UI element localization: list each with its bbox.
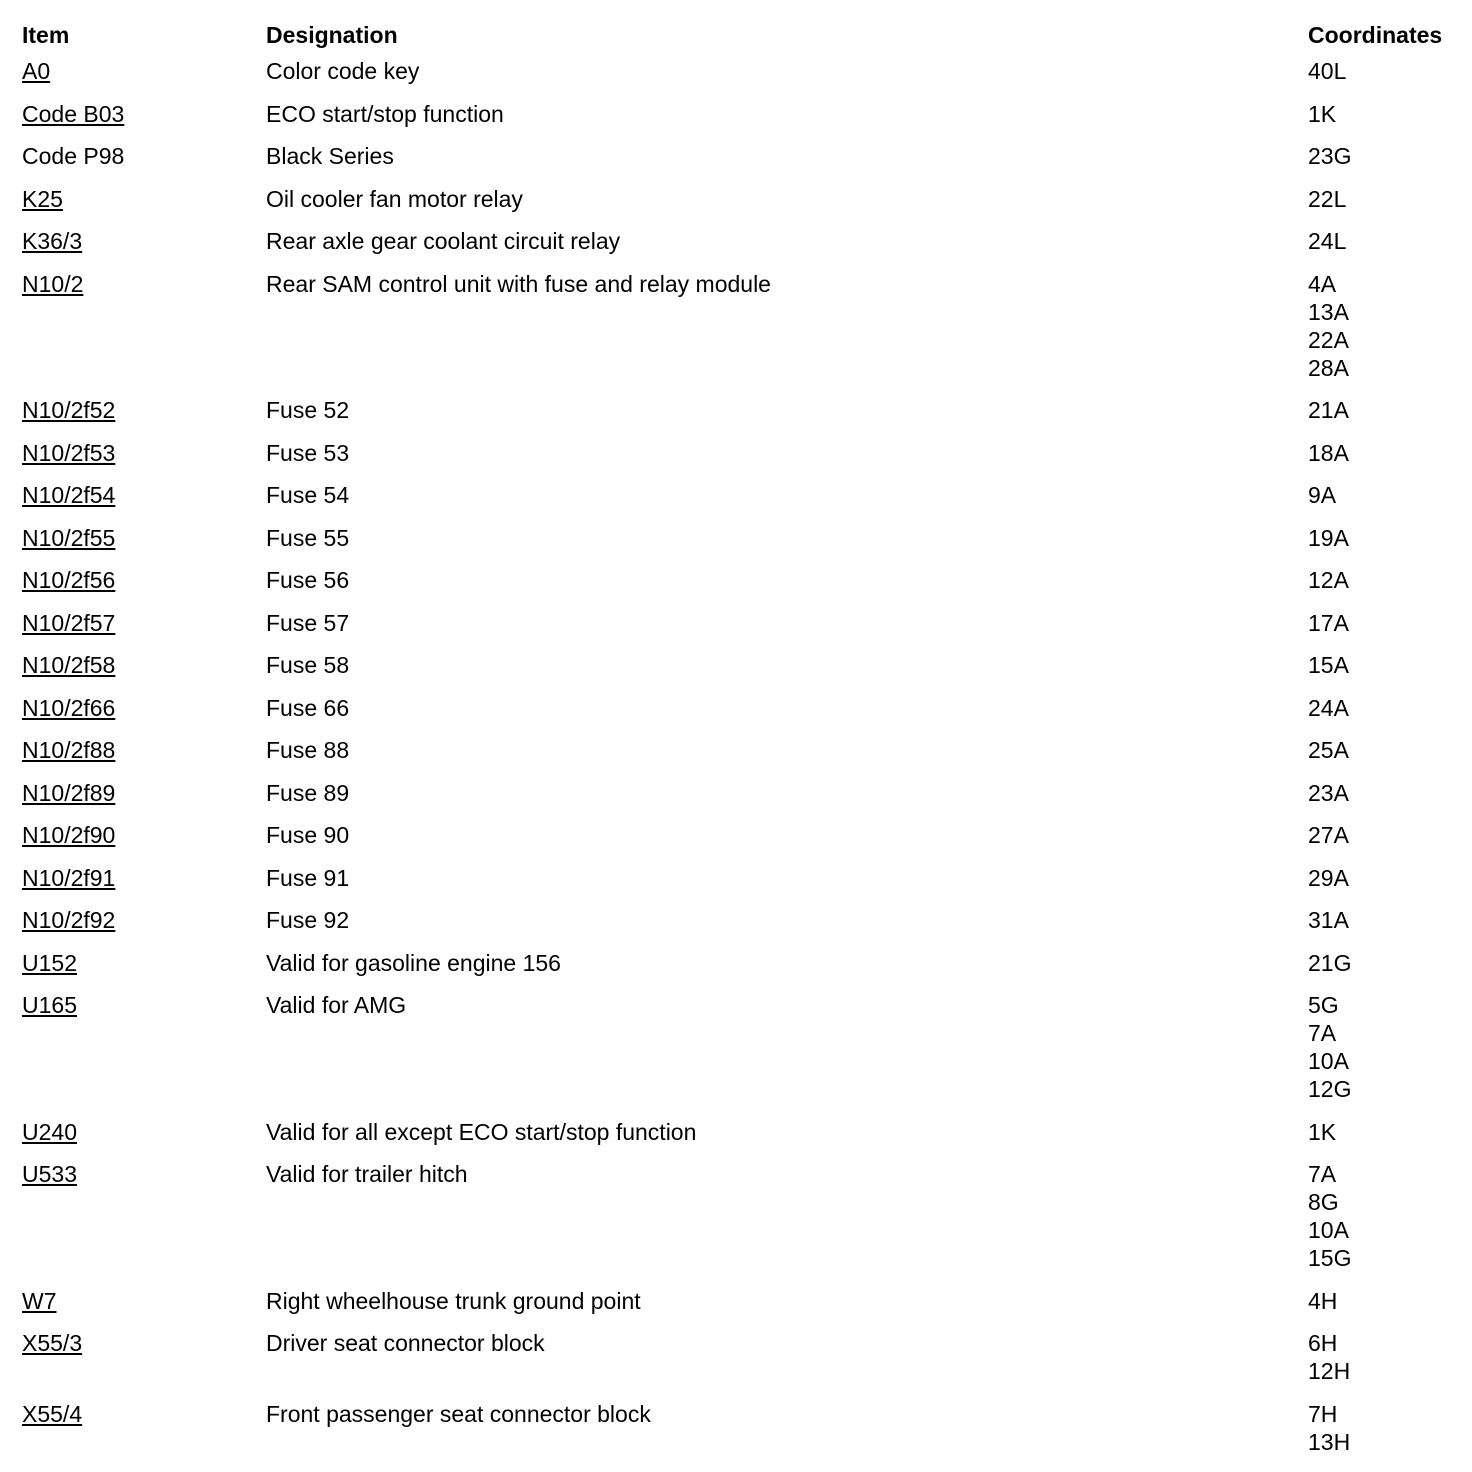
item-cell	[22, 100, 266, 143]
item-cell	[22, 185, 266, 228]
table-row	[22, 991, 1462, 1118]
designation-cell: Fuse 92	[266, 907, 350, 933]
table-row	[22, 566, 1462, 609]
coordinate-value: 15G	[1308, 1245, 1352, 1271]
header-item: Item	[22, 22, 70, 48]
item-link[interactable]: N10/2f58	[22, 652, 116, 678]
designation-cell: Fuse 52	[266, 397, 350, 423]
item-link[interactable]: K36/3	[22, 228, 83, 254]
item-link[interactable]: N10/2f90	[22, 822, 116, 848]
table-row	[22, 1287, 1462, 1330]
coordinate-value: 25A	[1308, 737, 1349, 763]
coordinates-cell	[1308, 100, 1462, 143]
item-link[interactable]: N10/2f89	[22, 779, 116, 806]
item-cell	[22, 1118, 266, 1161]
item-label: Code P98	[22, 143, 125, 169]
item-cell	[22, 906, 266, 949]
coordinates-cell	[1308, 439, 1462, 482]
item-link[interactable]: U533	[22, 1161, 77, 1187]
coordinates-cell	[1308, 1400, 1462, 1471]
coordinates-cell	[1308, 524, 1462, 567]
item-link[interactable]: Code B03	[22, 100, 125, 127]
item-cell	[22, 396, 266, 439]
coordinates-cell	[1308, 1118, 1462, 1161]
coordinate-value: 19A	[1308, 524, 1349, 551]
coordinates-cell	[1308, 142, 1462, 185]
designation-cell: Black Series	[266, 143, 394, 169]
coordinate-value: 8G	[1308, 1189, 1339, 1215]
coordinate-value: 15A	[1308, 652, 1349, 678]
item-cell	[22, 1400, 266, 1471]
designation-cell: Valid for trailer hitch	[266, 1161, 468, 1187]
coordinate-value: 7A	[1308, 1020, 1337, 1046]
coordinate-value: 27A	[1308, 822, 1349, 848]
item-link[interactable]: N10/2f91	[22, 864, 116, 891]
designation-cell: Fuse 55	[266, 524, 350, 551]
table-header-row	[22, 0, 1462, 57]
item-cell	[22, 57, 266, 100]
coordinates-cell	[1308, 821, 1462, 864]
coordinates-cell	[1308, 736, 1462, 779]
item-cell	[22, 566, 266, 609]
table-row	[22, 57, 1462, 100]
item-link[interactable]: N10/2	[22, 270, 84, 297]
item-cell	[22, 779, 266, 822]
item-link[interactable]: W7	[22, 1287, 57, 1314]
item-cell	[22, 609, 266, 652]
table-row	[22, 609, 1462, 652]
designation-cell: Right wheelhouse trunk ground point	[266, 1287, 641, 1314]
table-row	[22, 1400, 1462, 1471]
table-row	[22, 1160, 1462, 1287]
header-designation: Designation	[266, 22, 398, 48]
component-legend-table	[22, 0, 1462, 1470]
coordinate-value: 22L	[1308, 185, 1347, 212]
designation-cell: Valid for gasoline engine 156	[266, 949, 561, 976]
coordinates-cell	[1308, 270, 1462, 397]
table-row	[22, 821, 1462, 864]
coordinate-value: 4A	[1308, 270, 1337, 297]
coordinates-cell	[1308, 1287, 1462, 1330]
designation-cell: Front passenger seat connector block	[266, 1400, 651, 1427]
coordinate-value: 13A	[1308, 298, 1349, 325]
coordinate-value: 40L	[1308, 58, 1347, 84]
table-row	[22, 270, 1462, 397]
coordinate-value: 24L	[1308, 228, 1347, 254]
designation-cell: Fuse 58	[266, 652, 350, 678]
coordinate-value: 10A	[1308, 1217, 1349, 1243]
designation-cell: Fuse 89	[266, 779, 350, 806]
coordinates-cell	[1308, 906, 1462, 949]
coordinate-value: 1K	[1308, 100, 1337, 127]
item-link[interactable]: U165	[22, 992, 77, 1018]
coordinate-value: 12G	[1308, 1076, 1352, 1102]
item-cell	[22, 481, 266, 524]
coordinate-value: 29A	[1308, 864, 1349, 891]
designation-cell: Oil cooler fan motor relay	[266, 185, 523, 212]
designation-cell: Color code key	[266, 58, 420, 84]
coordinates-cell	[1308, 1160, 1462, 1287]
coordinate-value: 21A	[1308, 397, 1349, 423]
item-cell	[22, 651, 266, 694]
designation-cell: Fuse 54	[266, 482, 350, 508]
designation-cell: Fuse 66	[266, 694, 350, 721]
table-row	[22, 1329, 1462, 1400]
table-row	[22, 1118, 1462, 1161]
coordinates-cell	[1308, 991, 1462, 1118]
designation-cell: Fuse 57	[266, 609, 350, 636]
coordinate-value: 10A	[1308, 1048, 1349, 1074]
table-row	[22, 100, 1462, 143]
table-row	[22, 396, 1462, 439]
coordinate-value: 7A	[1308, 1161, 1337, 1187]
item-cell	[22, 270, 266, 397]
coordinate-value: 4H	[1308, 1287, 1338, 1314]
item-cell	[22, 694, 266, 737]
table-row	[22, 949, 1462, 992]
item-link[interactable]: A0	[22, 58, 51, 84]
table-row	[22, 906, 1462, 949]
coordinates-cell	[1308, 694, 1462, 737]
item-link[interactable]: X55/3	[22, 1330, 83, 1356]
table-body	[22, 57, 1462, 1470]
designation-cell: Fuse 88	[266, 737, 350, 763]
coordinate-value: 23G	[1308, 143, 1352, 169]
item-link[interactable]: N10/2f92	[22, 907, 116, 933]
coordinates-cell	[1308, 1329, 1462, 1400]
item-link[interactable]: N10/2f55	[22, 524, 116, 551]
table-row	[22, 142, 1462, 185]
coordinates-cell	[1308, 864, 1462, 907]
item-link[interactable]: U152	[22, 949, 77, 976]
table-row	[22, 864, 1462, 907]
coordinates-cell	[1308, 227, 1462, 270]
designation-cell: Rear SAM control unit with fuse and relay module	[266, 270, 771, 297]
coordinate-value: 18A	[1308, 439, 1349, 466]
coordinate-value: 5G	[1308, 992, 1339, 1018]
coordinates-cell	[1308, 566, 1462, 609]
coordinates-cell	[1308, 609, 1462, 652]
designation-cell: Driver seat connector block	[266, 1330, 545, 1356]
designation-cell: Valid for all except ECO start/stop function	[266, 1118, 697, 1145]
item-cell	[22, 949, 266, 992]
designation-cell: Fuse 91	[266, 864, 350, 891]
item-cell	[22, 227, 266, 270]
designation-cell: Fuse 53	[266, 439, 350, 466]
item-link[interactable]: N10/2f88	[22, 737, 116, 763]
item-link[interactable]: N10/2f54	[22, 482, 116, 508]
item-cell	[22, 1329, 266, 1400]
coordinate-value: 21G	[1308, 949, 1352, 976]
coordinate-value: 22A	[1308, 326, 1349, 353]
coordinates-cell	[1308, 779, 1462, 822]
item-cell	[22, 821, 266, 864]
coordinate-value: 28A	[1308, 354, 1349, 381]
table-row	[22, 227, 1462, 270]
designation-cell: ECO start/stop function	[266, 100, 504, 127]
designation-cell: Rear axle gear coolant circuit relay	[266, 228, 621, 254]
designation-cell: Fuse 90	[266, 822, 350, 848]
coordinate-value: 23A	[1308, 779, 1349, 806]
coordinate-value: 1K	[1308, 1118, 1337, 1145]
item-cell	[22, 524, 266, 567]
coordinates-cell	[1308, 57, 1462, 100]
coordinate-value: 12H	[1308, 1358, 1351, 1384]
item-link[interactable]: X55/4	[22, 1400, 83, 1427]
item-link[interactable]: U240	[22, 1118, 77, 1145]
coordinate-value: 13H	[1308, 1428, 1351, 1455]
coordinate-value: 9A	[1308, 482, 1337, 508]
item-link[interactable]: N10/2f53	[22, 439, 116, 466]
table-row	[22, 185, 1462, 228]
coordinate-value: 24A	[1308, 694, 1349, 721]
item-link[interactable]: K25	[22, 185, 63, 212]
coordinate-value: 17A	[1308, 609, 1349, 636]
item-cell	[22, 1160, 266, 1287]
designation-cell: Fuse 56	[266, 567, 350, 593]
table-row	[22, 779, 1462, 822]
table-row	[22, 694, 1462, 737]
coordinates-cell	[1308, 651, 1462, 694]
item-link[interactable]: N10/2f52	[22, 397, 116, 423]
item-link[interactable]: N10/2f56	[22, 567, 116, 593]
item-cell	[22, 736, 266, 779]
table-row	[22, 736, 1462, 779]
table-row	[22, 651, 1462, 694]
table-row	[22, 524, 1462, 567]
coordinate-value: 6H	[1308, 1330, 1338, 1356]
item-cell	[22, 142, 266, 185]
coordinates-cell	[1308, 949, 1462, 992]
item-cell	[22, 439, 266, 482]
item-cell	[22, 1287, 266, 1330]
coordinate-value: 31A	[1308, 907, 1349, 933]
coordinate-value: 7H	[1308, 1400, 1338, 1427]
item-link[interactable]: N10/2f57	[22, 609, 116, 636]
coordinates-cell	[1308, 481, 1462, 524]
item-link[interactable]: N10/2f66	[22, 694, 116, 721]
coordinates-cell	[1308, 185, 1462, 228]
coordinate-value: 12A	[1308, 567, 1349, 593]
item-cell	[22, 864, 266, 907]
header-coordinates: Coordinates	[1308, 22, 1443, 48]
table-row	[22, 481, 1462, 524]
table-row	[22, 439, 1462, 482]
item-cell	[22, 991, 266, 1118]
coordinates-cell	[1308, 396, 1462, 439]
designation-cell: Valid for AMG	[266, 992, 407, 1018]
